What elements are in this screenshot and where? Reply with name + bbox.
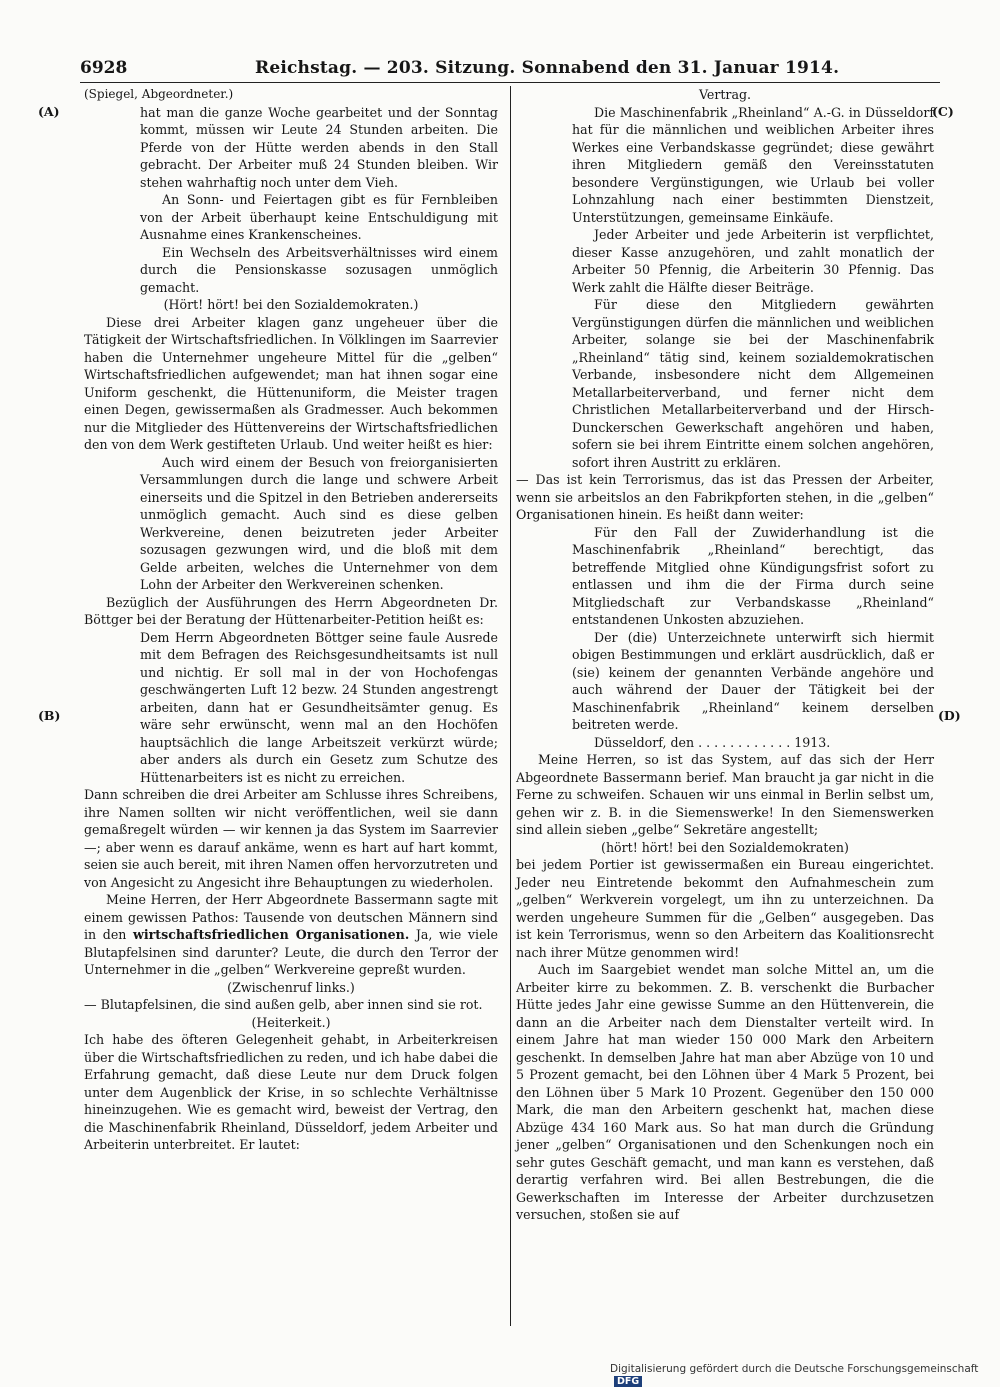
quote-paragraph: Für den Fall der Zuwiderhandlung ist die Maschinenfabrik „Rheinland“ berechtigt, das betreffende Mitglied ohne Kündigungsfrist sofort zu entlassen und ihm die der Firma durch seine Mitgliedschaft zur Verbandskasse „Rheinland“ entstandenen Unkosten abzuziehen. (572, 524, 934, 627)
quote-paragraph: Jeder Arbeiter und jede Arbeiterin ist verpflichtet, dieser Kasse anzugehören, und zahlt monatlich der Arbeiter 50 Pfennig, die Arbeiterin 30 Pfennig. Das Werk zahlt die Hälfte dieser Beiträge. (572, 227, 934, 295)
body-paragraph: Dann schreiben die drei Arbeiter am Schlusse ihres Schreibens, ihre Namen sollten wir nicht veröffentlichen, weil sie dann gemaßregelt würden — wir kennen ja das System im Saarrevier —; aber wenn es darauf ankäme, wenn es hart auf hart kommt, seien sie auch bereit, mit ihren Namen offen hervorzutreten und von Angesicht zu Angesicht ihre Behauptungen zu wiederholen. (84, 787, 498, 890)
running-title: Reichstag. — 203. Sitzung. Sonnabend den 31. Januar 1914. (255, 58, 840, 78)
speaker-label: (Spiegel, Abgeordneter.) (84, 87, 234, 101)
interjection: (Heiterkeit.) (251, 1014, 331, 1030)
quote-paragraph: Der (die) Unterzeichnete unterwirft sich hiermit obigen Bestimmungen und erklärt ausdrücklich, daß er (sie) keinem der genannten Verbände angehöre und auch während der Dauer der Tätigkeit bei der Maschinenfabrik „Rheinland“ keinem derselben beitreten werde. (572, 629, 934, 732)
left-column (84, 86, 498, 1154)
body-paragraph: Bezüglich der Ausführungen des Herrn Abgeordneten Dr. Böttger bei der Beratung der Hüttenarbeiter-Petition heißt es: (84, 594, 498, 627)
body-paragraph: — Blutapfelsinen, die sind außen gelb, aber innen sind sie rot. (84, 997, 483, 1012)
margin-marker-a: (A) (38, 104, 60, 119)
body-text: Ja, wie viele Blutapfelsinen sind darunter? Leute, die durch den Terror der Unternehmer in die „gelben“ Werkvereine gepreßt wurden. (84, 927, 498, 977)
page-number: 6928 (80, 58, 128, 78)
column-divider (510, 86, 511, 1326)
body-paragraph: Diese drei Arbeiter klagen ganz ungeheuer über die Tätigkeit der Wirtschaftsfriedlichen. In Völklingen im Saarrevier haben die Unternehmer ungeheure Mittel für die „gelben“ Wirtschaftsfriedlichen aufgewendet; man hat ihnen sogar eine Uniform geschenkt, die Hüttenuniform, die Meister tragen einen Degen, gewissermaßen als Gradmesser. Auch bekommen nur die Mitglieder des Hüttenvereins der Wirtschaftsfriedlichen den von dem Werk gestifteten Urlaub. Und weiter heißt es hier: (84, 314, 498, 452)
quote-paragraph: Düsseldorf, den . . . . . . . . . . . . 1913. (594, 734, 831, 750)
dfg-logo: DFG (614, 1376, 642, 1387)
quote-paragraph: Die Maschinenfabrik „Rheinland“ A.-G. in Düsseldorf hat für die männlichen und weiblichen Arbeiter ihres Werkes eine Verbandskasse gegründet; diese gewährt ihren Mitgliedern gemäß den Vereinsstatuten besondere Vergünstigungen, wie Urlaub bei voller Lohnzahlung nach einer bestimmten Dienstzeit, Unterstützungen, gemeinsame Einkäufe. (572, 104, 934, 225)
interjection: (Hört! hört! bei den Sozialdemokraten.) (163, 297, 419, 312)
interjection: (hört! hört! bei den Sozialdemokraten) (601, 839, 849, 855)
body-paragraph: — Das ist kein Terrorismus, das ist das Pressen der Arbeiter, wenn sie arbeitslos an den Fabrikpforten stehen, in die „gelben“ Organisationen hinein. Es heißt dann weiter: (516, 472, 934, 522)
quote-paragraph: Auch wird einem der Besuch von freiorganisierten Versammlungen durch die lange und schwere Arbeit einerseits und die Spitzel in den Betrieben andererseits unmöglich gemacht. Auch sind es diese gelben Werkvereine, denen beizutreten jeder Arbeiter sozusagen gezwungen wird, und die bloß mit dem Gelde arbeiten, welches die Unternehmer von dem Lohn der Arbeiter den Werkvereinen schenken. (140, 454, 498, 592)
header-rule (80, 82, 940, 83)
page-header (80, 58, 940, 80)
quote-paragraph: Dem Herrn Abgeordneten Böttger seine faule Ausrede mit dem Befragen des Reichsgesundheitsamts ist null und nichtig. Er soll mal in der von Hochofengas geschwängerten Luft 12 bezw. 24 Stunden angestrengt arbeiten, dann hat er Gesundheitsämter genug. Es wäre sehr erwünscht, wenn mal an den Hochöfen hauptsächlich die lange Arbeitszeit verkürzt würde; aber anders als durch ein Gesetz zum Schutze des Hüttenarbeiters ist es nicht zu erreichen. (140, 629, 498, 785)
quote-paragraph: Ein Wechseln des Arbeitsverhältnisses wird einem durch die Pensionskasse sozusagen unmöglich gemacht. (140, 244, 498, 295)
quote-paragraph: An Sonn- und Feiertagen gibt es für Fernbleiben von der Arbeit überhaupt keine Entschuldigung mit Ausnahme eines Krankenscheines. (140, 192, 498, 242)
digitization-credit (610, 1363, 1000, 1387)
margin-marker-c: (C) (932, 104, 954, 119)
contract-heading: Vertrag. (698, 87, 752, 102)
body-paragraph (84, 891, 498, 979)
body-paragraph: Ich habe des öfteren Gelegenheit gehabt, in Arbeiterkreisen über die Wirtschaftsfriedlichen zu reden, und ich habe dabei die Erfahrung gemacht, daß diese Leute nur dem Druck folgen unter dem Augenblick der Krise, in so schlechte Verhältnisse hineinzugehen. Wie es gemacht wird, beweist der Vertrag, den die Maschinenfabrik Rheinland, Düsseldorf, jedem Arbeiter und Arbeiterin unterbreitet. Er lautet: (84, 1032, 498, 1152)
body-text: Meine Herren, der Herr Abgeordnete Bassermann sagte mit einem gewissen Pathos: Tausende von deutschen Männern sind in den (84, 892, 498, 942)
body-paragraph: Auch im Saargebiet wendet man solche Mittel an, um die Arbeiter kirre zu bekommen. Z. B. verschenkt die Burbacher Hütte jedes Jahr eine gewisse Summe an den Hüttenverein, die dann an die Arbeiter nach dem Dienstalter verteilt wird. In einem Jahre hat man wieder 150 000 Mark den Arbeitern geschenkt. In demselben Jahre hat man aber Abzüge von 10 und 5 Prozent gemacht, bei den Löhnen über 4 Mark 5 Prozent, bei den Löhnen über 5 Mark 10 Prozent. Gegenüber den 150 000 Mark, die man den Arbeitern geschenkt hat, machen diese Abzüge 434 160 Mark aus. So hat man durch die Gründung jener „gelben“ Organisationen und den Schenkungen noch ein sehr gutes Geschäft gemacht, und man kann es verstehen, daß derartig verfahren wird. Bei allen Bestrebungen, die die Gewerkschaften im Interesse der Arbeiter durchzusetzen versuchen, stoßen sie auf (516, 962, 934, 1222)
quote-paragraph: Für diese den Mitgliedern gewährten Vergünstigungen dürfen die männlichen und weiblichen Arbeiter, solange sie bei der Maschinenfabrik „Rheinland“ tätig sind, keinem sozialdemokratischen Verbande, insbesondere nicht dem Allgemeinen Metallarbeiterverband, und ferner nicht dem Christlichen Metallarbeiterverband und der Hirsch-Dunckerschen Gewerkschaft angehören und haben, sofern sie bei ihrem Eintritte einem solchen angehören, sofort ihren Austritt zu erklären. (572, 297, 934, 470)
quote-paragraph: hat man die ganze Woche gearbeitet und der Sonntag kommt, müssen wir Leute 24 Stunden arbeiten. Die Pferde von der Hütte werden abends in den Stall gebracht. Der Arbeiter muß 24 Stunden bleiben. Wir stehen wahrhaftig noch unter dem Vieh. (140, 104, 498, 190)
margin-marker-b: (B) (38, 708, 61, 723)
body-paragraph: Meine Herren, so ist das System, auf das sich der Herr Abgeordnete Bassermann berief. Man braucht ja gar nicht in die Ferne zu schweifen. Schauen wir uns einmal in Berlin selbst um, gehen wir z. B. in die Siemenswerke! In den Siemenswerken sind allein sieben „gelbe“ Sekretäre angestellt; (516, 752, 934, 837)
emphasized-text: wirtschaftsfriedlichen Organisationen. (133, 927, 410, 942)
margin-marker-d: (D) (938, 708, 961, 723)
interjection: (Zwischenruf links.) (227, 979, 355, 995)
body-paragraph: bei jedem Portier ist gewissermaßen ein Bureau eingerichtet. Jeder neu Eintretende bekommt den Aufnahmeschein zum „gelben“ Werkverein vorgelegt, um ihn zu unterzeichnen. Da werden ungeheure Summen für die „Gelben“ ausgegeben. Das ist kein Terrorismus, wenn so den Arbeitern das Koalitionsrecht nach ihrer Mütze genommen wird! (516, 857, 934, 960)
credit-text: Digitalisierung gefördert durch die Deutsche Forschungsgemeinschaft (610, 1363, 979, 1375)
right-column (516, 86, 934, 1224)
